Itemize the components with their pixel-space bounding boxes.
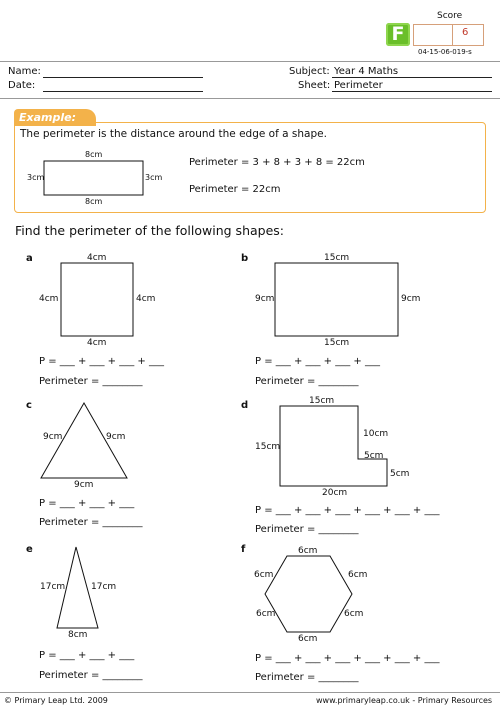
shape-c-letter: c	[26, 400, 32, 411]
shape-b-top-label: 15cm	[324, 253, 350, 263]
shape-d-l-shape	[280, 406, 387, 486]
shape-e-letter: e	[26, 544, 33, 555]
shape-f-lower-left-label: 6cm	[256, 609, 276, 619]
shape-f-formula[interactable]: P = ___ + ___ + ___ + ___ + ___ + ___	[255, 653, 440, 664]
footer-copyright: © Primary Leap Ltd. 2009	[4, 696, 108, 705]
shape-f-upper-right-label: 6cm	[348, 570, 368, 580]
subject-value: Year 4 Maths	[334, 66, 399, 77]
shape-f-upper-left-label: 6cm	[254, 570, 274, 580]
shape-d-letter: d	[241, 400, 249, 411]
shape-e-right-label: 17cm	[91, 582, 117, 592]
footer-website[interactable]: www.primaryleap.co.uk - Primary Resources	[316, 696, 493, 705]
score-value: 6	[462, 27, 469, 38]
shape-e-left-label: 17cm	[40, 582, 66, 592]
shape-f-top-label: 6cm	[298, 546, 318, 556]
example-definition: The perimeter is the distance around the edge of a shape.	[20, 128, 327, 140]
shape-c-formula[interactable]: P = ___ + ___ + ___	[39, 498, 135, 509]
shape-f-answer[interactable]: Perimeter = ________	[255, 672, 359, 683]
shape-e-formula[interactable]: P = ___ + ___ + ___	[39, 650, 135, 661]
shape-c-answer[interactable]: Perimeter = ________	[39, 517, 143, 528]
example-rectangle	[44, 161, 143, 195]
shape-f-letter: f	[241, 544, 246, 555]
shape-a-square	[61, 263, 133, 336]
example-right-label: 3cm	[145, 173, 163, 182]
shape-d-bottom-label: 20cm	[322, 488, 348, 498]
shape-e-answer[interactable]: Perimeter = ________	[39, 670, 143, 681]
shape-a-right-label: 4cm	[136, 294, 156, 304]
shape-a-letter: a	[26, 253, 33, 264]
date-label: Date:	[8, 80, 36, 91]
shape-b-answer[interactable]: Perimeter = ________	[255, 376, 359, 387]
shape-b-left-label: 9cm	[255, 294, 275, 304]
example-left-label: 3cm	[27, 173, 45, 182]
name-label: Name:	[8, 66, 41, 77]
example-result-line: Perimeter = 22cm	[189, 184, 281, 195]
shape-f-hexagon	[265, 556, 352, 632]
shape-e-bottom-label: 8cm	[68, 630, 88, 640]
example-tab: Example:	[14, 109, 96, 126]
example-sum-line: Perimeter = 3 + 8 + 3 + 8 = 22cm	[189, 157, 365, 168]
shape-a-formula[interactable]: P = ___ + ___ + ___ + ___	[39, 356, 164, 367]
shape-d-answer[interactable]: Perimeter = ________	[255, 524, 359, 535]
shape-a-answer[interactable]: Perimeter = ________	[39, 376, 143, 387]
instructions-heading: Find the perimeter of the following shapes:	[15, 223, 285, 238]
sheet-label: Sheet:	[298, 80, 331, 91]
shape-b-letter: b	[241, 253, 249, 264]
shape-d-step-horizontal-label: 5cm	[364, 451, 384, 461]
shape-c-right-label: 9cm	[106, 432, 126, 442]
shape-d-formula[interactable]: P = ___ + ___ + ___ + ___ + ___ + ___	[255, 505, 440, 516]
shape-b-bottom-label: 15cm	[324, 338, 350, 348]
shape-f-bottom-label: 6cm	[298, 634, 318, 644]
shape-a-left-label: 4cm	[39, 294, 59, 304]
primary-leap-logo: F	[386, 23, 410, 46]
footer-divider	[0, 692, 500, 693]
shape-c-left-label: 9cm	[43, 432, 63, 442]
score-label: Score	[437, 11, 463, 21]
shape-d-top-label: 15cm	[309, 396, 335, 406]
shape-d-left-label: 15cm	[255, 442, 281, 452]
example-bottom-label: 8cm	[85, 197, 103, 206]
sheet-value: Perimeter	[334, 80, 383, 91]
shape-a-bottom-label: 4cm	[87, 338, 107, 348]
shape-d-step-vertical-label: 10cm	[363, 429, 389, 439]
shape-d-right-label: 5cm	[390, 469, 410, 479]
shape-b-rectangle	[275, 263, 398, 336]
shape-c-bottom-label: 9cm	[74, 480, 94, 490]
subject-label: Subject:	[289, 66, 330, 77]
shape-a-top-label: 4cm	[87, 253, 107, 263]
shape-b-right-label: 9cm	[401, 294, 421, 304]
worksheet-code: 04-15-06-019-s	[418, 48, 472, 56]
shape-f-lower-right-label: 6cm	[344, 609, 364, 619]
example-top-label: 8cm	[85, 150, 103, 159]
shape-b-formula[interactable]: P = ___ + ___ + ___ + ___	[255, 356, 380, 367]
